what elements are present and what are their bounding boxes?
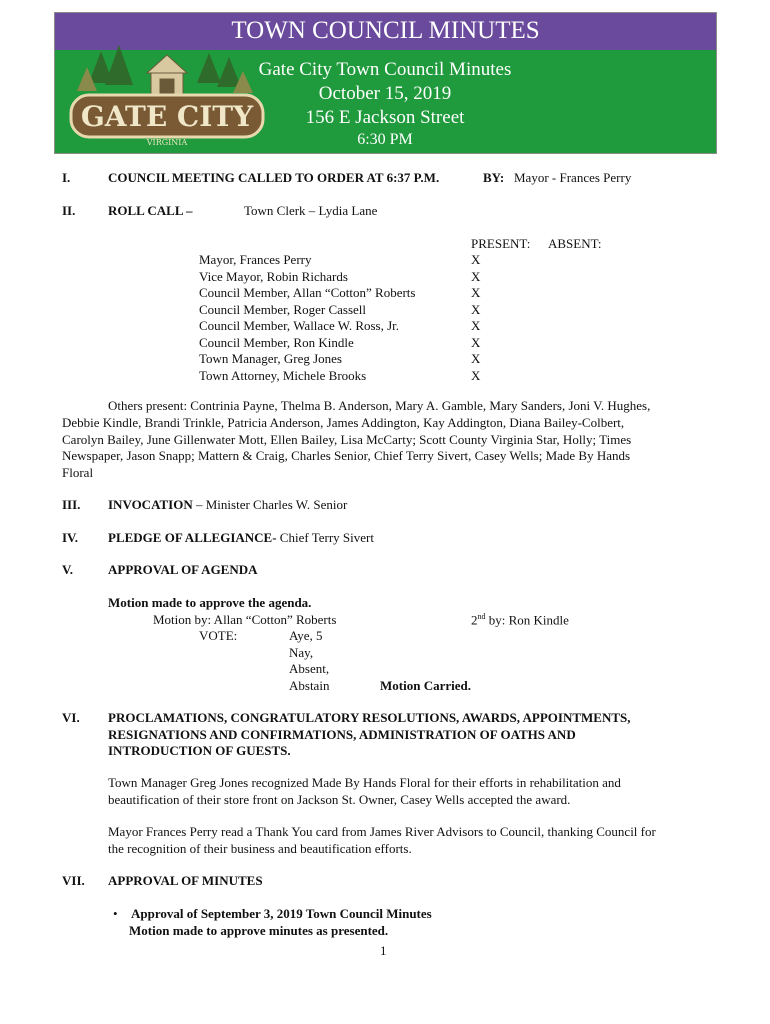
- roll-call-name: Council Member, Allan “Cotton” Roberts: [199, 285, 416, 300]
- section-vi-title-line: PROCLAMATIONS, CONGRATULATORY RESOLUTIONS, AWARDS, APPOINTMENTS,: [108, 710, 631, 725]
- section-i-by-label: BY:: [483, 170, 505, 185]
- roll-call-present-mark: X: [471, 301, 481, 317]
- vote-absent: Absent,: [289, 661, 330, 676]
- page-number: 1: [380, 943, 387, 958]
- absent-header: ABSENT:: [548, 236, 602, 251]
- roll-call-name: Council Member, Wallace W. Ross, Jr.: [199, 318, 400, 333]
- motion-result: Motion Carried.: [380, 677, 471, 693]
- agenda-motion: Motion made to approve the agenda.: [108, 595, 312, 610]
- section-i-by-value: Mayor - Frances Perry: [514, 170, 632, 185]
- section-ii-title: ROLL CALL –: [108, 203, 193, 218]
- thank-you-paragraph-line: the recognition of their business and beautification efforts.: [108, 840, 412, 856]
- others-present-line: Debbie Kindle, Brandi Trinkle, Patricia Anderson, James Addington, Kay Addington, Diana Bailey-Colbert,: [62, 415, 625, 430]
- header-banner: [54, 12, 717, 154]
- section-iv-number: IV.: [62, 530, 79, 545]
- present-header: PRESENT:: [471, 236, 531, 251]
- roll-call-present-mark: X: [471, 351, 481, 366]
- section-vii-title: APPROVAL OF MINUTES: [108, 873, 263, 888]
- section-iv-line: [108, 530, 374, 546]
- proclamation-paragraph-line: Town Manager Greg Jones recognized Made By Hands Floral for their efforts in rehabilitation and: [108, 775, 621, 790]
- others-present-line: Newspaper, Jason Snapp; Mattern & Craig, Charles Senior, Chief Terry Sivert, Casey Wells; Made By Hands: [62, 448, 631, 463]
- roll-call-present-mark: X: [471, 318, 481, 333]
- section-i-number: I.: [62, 170, 71, 185]
- section-iv-title: PLEDGE OF ALLEGIANCE-: [108, 530, 277, 545]
- agenda-motion-by: Motion by: Allan “Cotton” Roberts: [153, 611, 337, 627]
- logo-subtext: VIRGINIA: [146, 138, 188, 147]
- roll-call-name: Mayor, Frances Perry: [199, 252, 312, 267]
- section-iii-text: – Minister Charles W. Senior: [192, 497, 348, 512]
- roll-call-present-mark: X: [471, 367, 481, 383]
- vote-label: VOTE:: [199, 628, 238, 643]
- section-i-title: COUNCIL MEETING CALLED TO ORDER AT 6:37 P.M.: [108, 170, 440, 185]
- roll-call-name: Council Member, Ron Kindle: [199, 334, 354, 350]
- section-vi-title-line: RESIGNATIONS AND CONFIRMATIONS, ADMINISTRATION OF OATHS AND: [108, 726, 576, 742]
- agenda-second-by: [471, 612, 569, 628]
- roll-call-present-mark: X: [471, 268, 481, 284]
- roll-call-name: Town Manager, Greg Jones: [199, 351, 342, 366]
- section-vi-number: VI.: [62, 710, 80, 725]
- header-line-1: Gate City Town Council Minutes: [258, 59, 512, 80]
- roll-call-name: Council Member, Roger Cassell: [199, 301, 367, 317]
- section-ii-number: II.: [62, 203, 76, 218]
- section-iii-number: III.: [62, 497, 81, 512]
- header-time: 6:30 PM: [357, 131, 413, 148]
- bullet-icon: •: [113, 906, 118, 921]
- roll-call-present-mark: X: [471, 334, 481, 350]
- section-iii-line: [108, 497, 347, 513]
- vote-aye: Aye, 5: [289, 628, 323, 643]
- roll-call-present-mark: X: [471, 252, 481, 267]
- minutes-approval-item: Approval of September 3, 2019 Town Council Minutes: [131, 906, 432, 921]
- roll-call-name: Vice Mayor, Robin Richards: [199, 268, 348, 284]
- header-date: October 15, 2019: [318, 83, 452, 104]
- section-v-title: APPROVAL OF AGENDA: [108, 562, 258, 577]
- section-iii-title: INVOCATION: [108, 497, 193, 512]
- others-present-line: Others present: Contrinia Payne, Thelma B. Anderson, Mary A. Gamble, Mary Sanders, Joni V. Hughes,: [108, 398, 651, 413]
- second-suffix: nd: [477, 611, 486, 621]
- section-vii-number: VII.: [62, 873, 85, 888]
- others-present-line: Carolyn Bailey, June Gillenwater Mott, Ellen Bailey, Lisa McCarty; Scott County Virginia Star, Holly; Times: [62, 431, 632, 447]
- vote-nay: Nay,: [289, 644, 314, 660]
- second-by-text: by: Ron Kindle: [485, 611, 569, 627]
- thank-you-paragraph-line: Mayor Frances Perry read a Thank You card from James River Advisors to Council, thanking Council for: [108, 824, 656, 839]
- section-vi-title-line: INTRODUCTION OF GUESTS.: [108, 743, 291, 758]
- others-present-line: Floral: [62, 464, 94, 480]
- header-address: 156 E Jackson Street: [305, 107, 465, 128]
- second-number: 2: [471, 611, 478, 627]
- roll-call-present-mark: X: [471, 285, 481, 300]
- proclamation-paragraph-line: beautification of their store front on Jackson St. Owner, Casey Wells accepted the award.: [108, 791, 571, 807]
- section-iv-text: Chief Terry Sivert: [276, 530, 374, 545]
- logo-text: GATE CITY: [80, 100, 254, 133]
- document-title: TOWN COUNCIL MINUTES: [231, 17, 540, 44]
- roll-call-name: Town Attorney, Michele Brooks: [199, 367, 367, 383]
- section-v-number: V.: [62, 562, 73, 577]
- minutes-motion: Motion made to approve minutes as presented.: [129, 922, 389, 938]
- vote-abstain: Abstain: [289, 677, 330, 693]
- town-clerk: Town Clerk – Lydia Lane: [244, 203, 378, 218]
